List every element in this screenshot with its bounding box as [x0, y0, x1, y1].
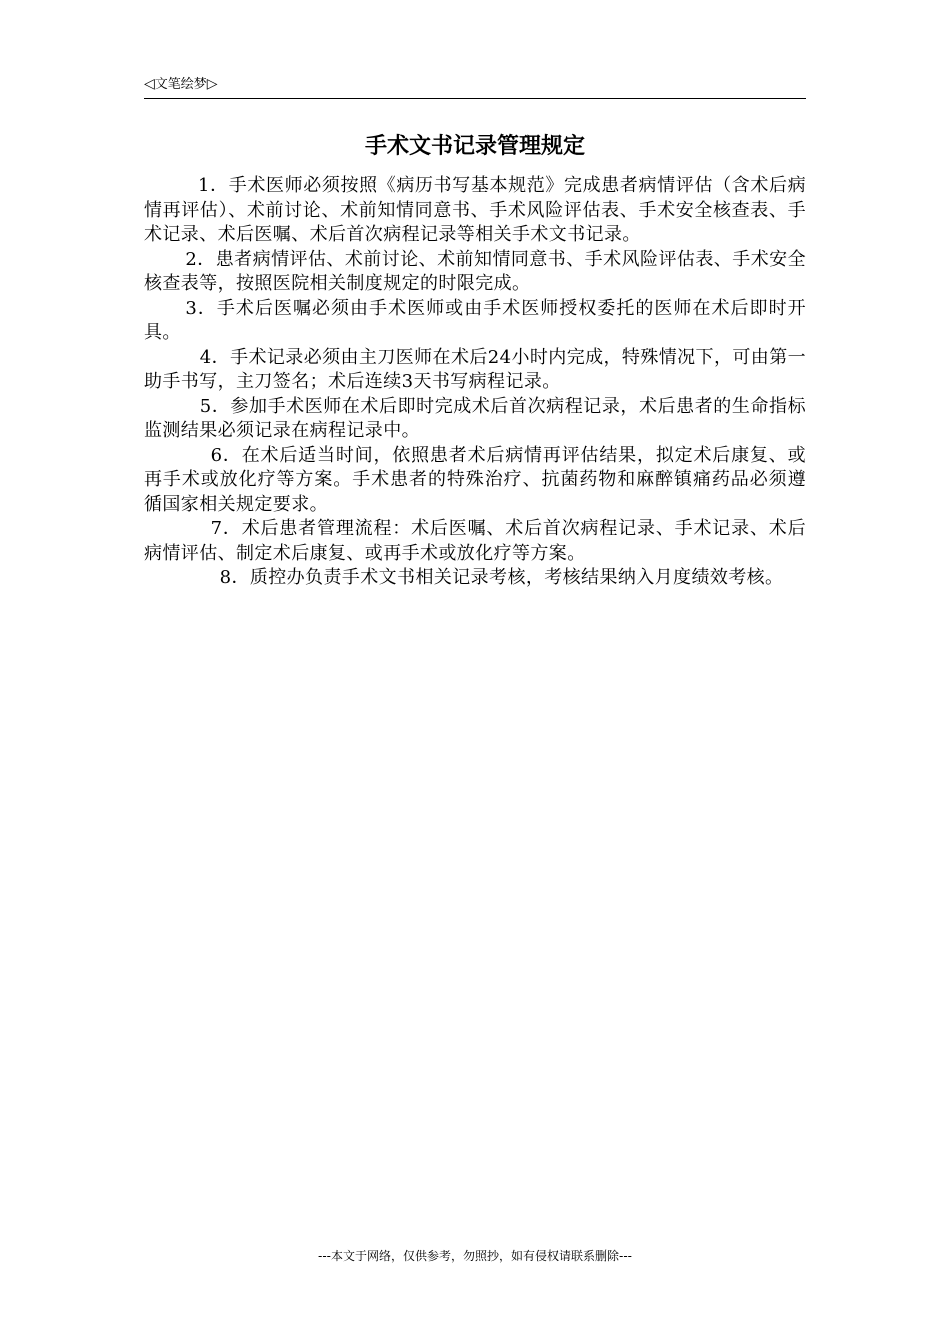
- paragraph-1: 1．手术医师必须按照《病历书写基本规范》完成患者病情评估（含术后病情再评估）、术前讨论、术前知情同意书、手术风险评估表、手术安全核查表、手术记录、术后医嘱、术后首次病程记录等相关手术文书记录。: [144, 175, 806, 245]
- paragraph-6: 6．在术后适当时间，依照患者术后病情再评估结果，拟定术后康复、或再手术或放化疗等方案。手术患者的特殊治疗、抗菌药物和麻醉镇痛药品必须遵循国家相关规定要求。: [144, 444, 806, 515]
- paragraph-2: 2．患者病情评估、术前讨论、术前知情同意书、手术风险评估表、手术安全核查表等，按照医院相关制度规定的时限完成。: [144, 248, 806, 294]
- paragraph-4: 4．手术记录必须由主刀医师在术后24小时内完成，特殊情况下，可由第一助手书写，主刀签名；术后连续3天书写病程记录。: [144, 346, 806, 392]
- paragraph-8: 8．质控办负责手术文书相关记录考核，考核结果纳入月度绩效考核。: [219, 567, 784, 588]
- document-body: [144, 174, 806, 591]
- page-footer: ---本文于网络，仅供参考，勿照抄，如有侵权请联系删除---: [318, 1249, 632, 1263]
- header-text: 文笔绘梦: [154, 77, 207, 92]
- triangle-right-icon: ▷: [206, 76, 218, 92]
- paragraph-3: 3．手术后医嘱必须由手术医师或由手术医师授权委托的医师在术后即时开具。: [144, 297, 806, 343]
- paragraph-5: 5．参加手术医师在术后即时完成术后首次病程记录，术后患者的生命指标监测结果必须记录在病程记录中。: [144, 395, 806, 441]
- paragraph-7: 7．术后患者管理流程：术后医嘱、术后首次病程记录、手术记录、术后病情评估、制定术后康复、或再手术或放化疗等方案。: [144, 518, 806, 564]
- triangle-left-icon: ◁: [144, 76, 155, 92]
- document-title: 手术文书记录管理规定: [364, 134, 585, 159]
- page-header: [144, 76, 806, 99]
